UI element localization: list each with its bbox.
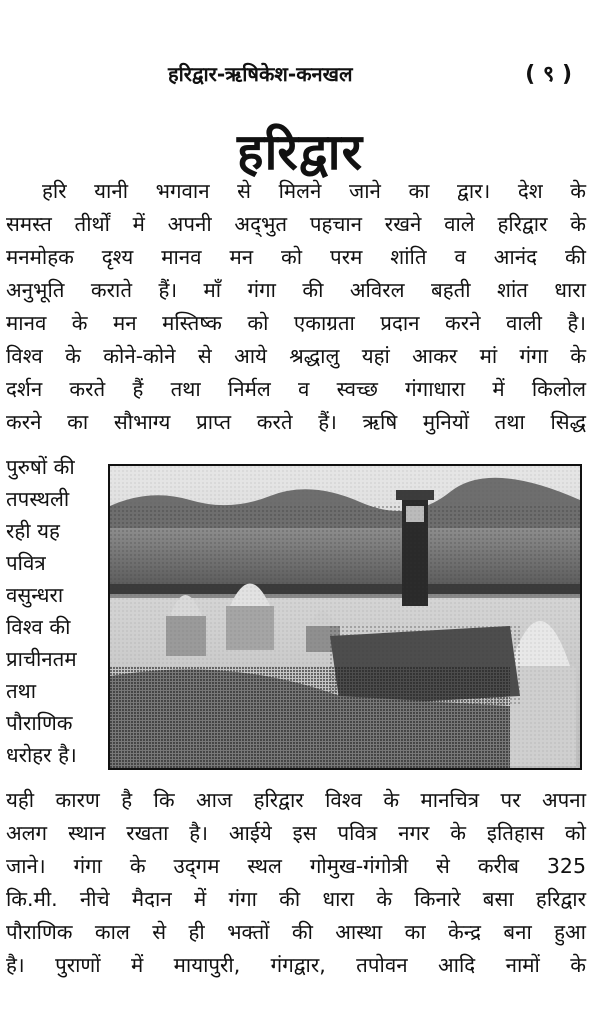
- side-text-line: पवित्र: [6, 551, 46, 575]
- side-text-line: तथा: [6, 679, 37, 703]
- har-ki-pauri-photo: [108, 464, 582, 770]
- paragraph-line: अलग स्थान रखता है। आईये इस पवित्र नगर के इतिहास को: [6, 821, 586, 845]
- chapter-heading: हरिद्वार: [236, 123, 364, 181]
- paragraph-line: जाने। गंगा के उद्‌गम स्थल गोमुख-गंगोत्री से करीब 325: [6, 854, 586, 878]
- side-text-line: प्राचीनतम: [6, 647, 77, 671]
- page-number: ( ९ ): [525, 62, 572, 87]
- paragraph-line: कि.मी. नीचे मैदान में गंगा की धारा के किनारे बसा हरिद्वार: [6, 887, 586, 911]
- paragraph-line: दर्शन करते हैं तथा निर्मल व स्वच्छ गंगाधारा में किलोल: [6, 377, 586, 401]
- side-text-line: धरोहर है।: [6, 743, 77, 767]
- side-text-line: रही यह: [6, 519, 60, 543]
- paragraph-line: हरि यानी भगवान से मिलने जाने का द्वार। देश के: [42, 179, 586, 203]
- paragraph-line: समस्त तीर्थों में अपनी अद्‌भुत पहचान रखने वाले हरिद्वार के: [6, 212, 586, 236]
- paragraph-line: करने का सौभाग्य प्राप्त करते हैं। ऋषि मुनियों तथा सिद्ध: [6, 410, 586, 434]
- side-text-line: पौराणिक: [6, 711, 73, 735]
- paragraph-line: मानव के मन मस्तिष्क को एकाग्रता प्रदान करने वाली है।: [6, 311, 586, 335]
- paragraph-line: है। पुराणों में मायापुरी, गंगद्वार, तपोवन आदि नामों के: [6, 953, 586, 977]
- page-header: [0, 58, 600, 94]
- running-title: हरिद्वार-ऋषिकेश-कनखल: [168, 62, 353, 86]
- paragraph-line: मनमोहक दृश्य मानव मन को परम शांति व आनंद की: [6, 245, 586, 269]
- paragraph-line: पौराणिक काल से ही भक्तों की आस्था का केन्द्र बना हुआ: [6, 920, 586, 944]
- paragraph-line: यही कारण है कि आज हरिद्वार विश्व के मानचित्र पर अपना: [6, 788, 586, 812]
- paragraph-line: अनुभूति कराते हैं। माँ गंगा की अविरल बहती शांत धारा: [6, 278, 586, 302]
- side-text-line: विश्व की: [6, 615, 71, 639]
- side-text-line: तपस्थली: [6, 487, 70, 511]
- side-text-line: वसुन्धरा: [6, 583, 64, 607]
- side-text-line: पुरुषों की: [6, 455, 75, 479]
- paragraph-line: विश्व के कोने-कोने से आये श्रद्धालु यहां आकर मां गंगा के: [6, 344, 586, 368]
